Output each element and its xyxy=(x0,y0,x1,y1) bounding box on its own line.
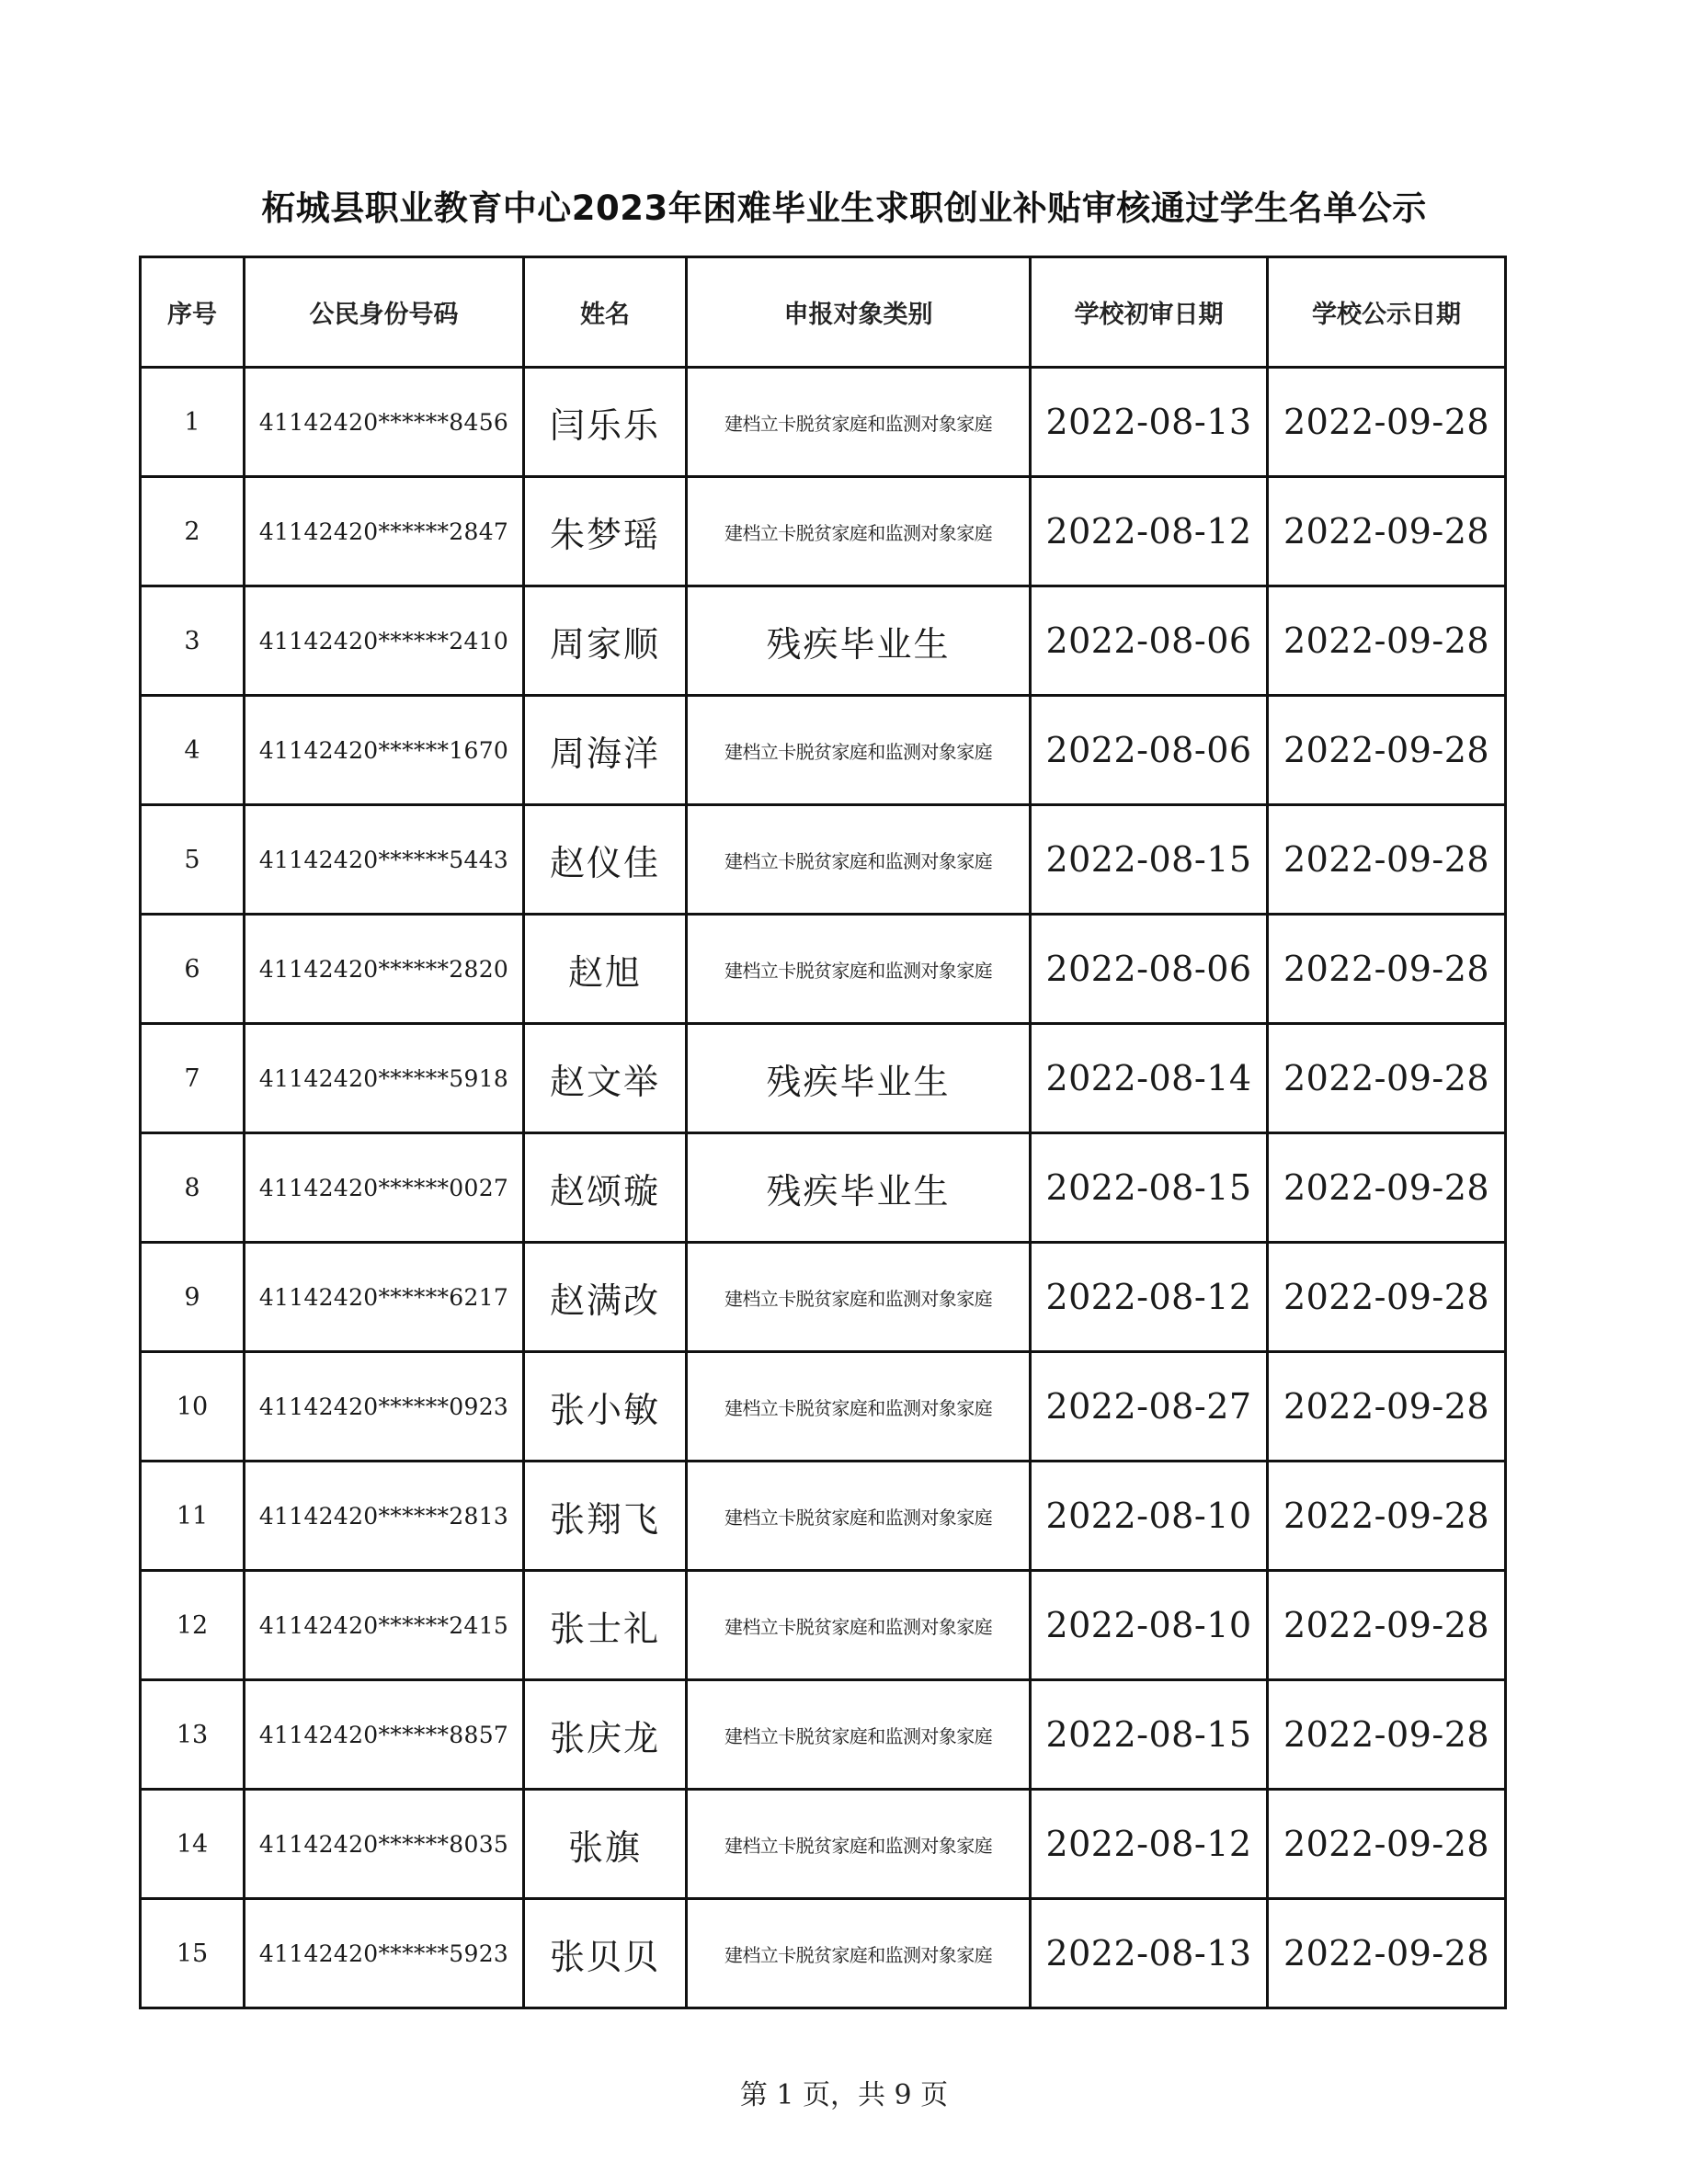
cell-id-number: 41142420******6217 xyxy=(245,1243,524,1352)
cell-initial-review-date: 2022-08-10 xyxy=(1031,1462,1268,1571)
table-row xyxy=(141,1352,1506,1462)
cell-id-number: 41142420******8456 xyxy=(245,368,524,477)
cell-name: 朱梦瑶 xyxy=(524,477,687,586)
cell-initial-review-date: 2022-08-06 xyxy=(1031,696,1268,805)
cell-name: 张庆龙 xyxy=(524,1680,687,1790)
cell-initial-review-date: 2022-08-12 xyxy=(1031,1243,1268,1352)
cell-publish-date: 2022-09-28 xyxy=(1268,368,1506,477)
table-row xyxy=(141,586,1506,696)
cell-seq: 8 xyxy=(141,1133,245,1243)
cell-id-number: 41142420******2415 xyxy=(245,1571,524,1680)
table-row xyxy=(141,1680,1506,1790)
cell-publish-date: 2022-09-28 xyxy=(1268,1680,1506,1790)
table-row xyxy=(141,1243,1506,1352)
cell-id-number: 41142420******2847 xyxy=(245,477,524,586)
cell-name: 张士礼 xyxy=(524,1571,687,1680)
table-row xyxy=(141,1899,1506,2008)
cell-category: 残疾毕业生 xyxy=(687,1024,1031,1133)
table-body xyxy=(141,368,1506,2008)
header-publish-date: 学校公示日期 xyxy=(1268,257,1506,368)
cell-category: 残疾毕业生 xyxy=(687,586,1031,696)
cell-name: 赵仪佳 xyxy=(524,805,687,915)
cell-id-number: 41142420******2410 xyxy=(245,586,524,696)
cell-publish-date: 2022-09-28 xyxy=(1268,1571,1506,1680)
cell-name: 周家顺 xyxy=(524,586,687,696)
cell-category: 建档立卡脱贫家庭和监测对象家庭 xyxy=(687,1899,1031,2008)
cell-id-number: 41142420******8857 xyxy=(245,1680,524,1790)
cell-publish-date: 2022-09-28 xyxy=(1268,586,1506,696)
cell-publish-date: 2022-09-28 xyxy=(1268,1352,1506,1462)
cell-seq: 14 xyxy=(141,1790,245,1899)
cell-category: 建档立卡脱贫家庭和监测对象家庭 xyxy=(687,1680,1031,1790)
cell-name: 赵旭 xyxy=(524,915,687,1024)
student-list-table xyxy=(139,256,1507,2009)
cell-publish-date: 2022-09-28 xyxy=(1268,1899,1506,2008)
cell-publish-date: 2022-09-28 xyxy=(1268,1462,1506,1571)
table-header-row xyxy=(141,257,1506,368)
cell-publish-date: 2022-09-28 xyxy=(1268,1243,1506,1352)
cell-publish-date: 2022-09-28 xyxy=(1268,915,1506,1024)
cell-name: 赵满改 xyxy=(524,1243,687,1352)
cell-name: 周海洋 xyxy=(524,696,687,805)
page-title: 柘城县职业教育中心2023年困难毕业生求职创业补贴审核通过学生名单公示 xyxy=(261,188,1427,228)
table-row xyxy=(141,915,1506,1024)
cell-id-number: 41142420******5443 xyxy=(245,805,524,915)
table-row xyxy=(141,1571,1506,1680)
cell-category: 残疾毕业生 xyxy=(687,1133,1031,1243)
cell-initial-review-date: 2022-08-13 xyxy=(1031,1899,1268,2008)
cell-id-number: 41142420******5923 xyxy=(245,1899,524,2008)
table-row xyxy=(141,805,1506,915)
cell-name: 闫乐乐 xyxy=(524,368,687,477)
cell-name: 赵文举 xyxy=(524,1024,687,1133)
cell-initial-review-date: 2022-08-10 xyxy=(1031,1571,1268,1680)
cell-seq: 9 xyxy=(141,1243,245,1352)
cell-initial-review-date: 2022-08-06 xyxy=(1031,586,1268,696)
header-category: 申报对象类别 xyxy=(687,257,1031,368)
cell-id-number: 41142420******0923 xyxy=(245,1352,524,1462)
table-row xyxy=(141,1790,1506,1899)
cell-id-number: 41142420******2813 xyxy=(245,1462,524,1571)
cell-category: 建档立卡脱贫家庭和监测对象家庭 xyxy=(687,1571,1031,1680)
table-row xyxy=(141,477,1506,586)
cell-name: 张旗 xyxy=(524,1790,687,1899)
cell-name: 张翔飞 xyxy=(524,1462,687,1571)
cell-category: 建档立卡脱贫家庭和监测对象家庭 xyxy=(687,1462,1031,1571)
cell-name: 张贝贝 xyxy=(524,1899,687,2008)
cell-category: 建档立卡脱贫家庭和监测对象家庭 xyxy=(687,1352,1031,1462)
cell-initial-review-date: 2022-08-12 xyxy=(1031,477,1268,586)
cell-initial-review-date: 2022-08-15 xyxy=(1031,1133,1268,1243)
cell-initial-review-date: 2022-08-27 xyxy=(1031,1352,1268,1462)
header-id-number: 公民身份号码 xyxy=(245,257,524,368)
cell-initial-review-date: 2022-08-15 xyxy=(1031,805,1268,915)
cell-seq: 12 xyxy=(141,1571,245,1680)
cell-initial-review-date: 2022-08-15 xyxy=(1031,1680,1268,1790)
cell-id-number: 41142420******5918 xyxy=(245,1024,524,1133)
cell-category: 建档立卡脱贫家庭和监测对象家庭 xyxy=(687,696,1031,805)
cell-category: 建档立卡脱贫家庭和监测对象家庭 xyxy=(687,368,1031,477)
header-seq: 序号 xyxy=(141,257,245,368)
header-initial-review-date: 学校初审日期 xyxy=(1031,257,1268,368)
cell-publish-date: 2022-09-28 xyxy=(1268,1024,1506,1133)
cell-category: 建档立卡脱贫家庭和监测对象家庭 xyxy=(687,1790,1031,1899)
table-row xyxy=(141,368,1506,477)
cell-id-number: 41142420******8035 xyxy=(245,1790,524,1899)
cell-seq: 4 xyxy=(141,696,245,805)
cell-category: 建档立卡脱贫家庭和监测对象家庭 xyxy=(687,477,1031,586)
cell-seq: 2 xyxy=(141,477,245,586)
table-row xyxy=(141,696,1506,805)
header-name: 姓名 xyxy=(524,257,687,368)
cell-initial-review-date: 2022-08-06 xyxy=(1031,915,1268,1024)
cell-publish-date: 2022-09-28 xyxy=(1268,805,1506,915)
cell-seq: 3 xyxy=(141,586,245,696)
cell-category: 建档立卡脱贫家庭和监测对象家庭 xyxy=(687,915,1031,1024)
cell-initial-review-date: 2022-08-14 xyxy=(1031,1024,1268,1133)
cell-publish-date: 2022-09-28 xyxy=(1268,1790,1506,1899)
cell-seq: 10 xyxy=(141,1352,245,1462)
cell-publish-date: 2022-09-28 xyxy=(1268,696,1506,805)
page-footer: 第 1 页，共 9 页 xyxy=(739,2079,949,2111)
table-row xyxy=(141,1462,1506,1571)
table-row xyxy=(141,1133,1506,1243)
cell-seq: 7 xyxy=(141,1024,245,1133)
cell-name: 张小敏 xyxy=(524,1352,687,1462)
cell-seq: 11 xyxy=(141,1462,245,1571)
cell-category: 建档立卡脱贫家庭和监测对象家庭 xyxy=(687,805,1031,915)
cell-initial-review-date: 2022-08-12 xyxy=(1031,1790,1268,1899)
cell-seq: 1 xyxy=(141,368,245,477)
cell-id-number: 41142420******0027 xyxy=(245,1133,524,1243)
cell-publish-date: 2022-09-28 xyxy=(1268,477,1506,586)
cell-publish-date: 2022-09-28 xyxy=(1268,1133,1506,1243)
cell-seq: 15 xyxy=(141,1899,245,2008)
cell-id-number: 41142420******2820 xyxy=(245,915,524,1024)
cell-seq: 5 xyxy=(141,805,245,915)
table-row xyxy=(141,1024,1506,1133)
cell-initial-review-date: 2022-08-13 xyxy=(1031,368,1268,477)
cell-seq: 13 xyxy=(141,1680,245,1790)
cell-seq: 6 xyxy=(141,915,245,1024)
cell-category: 建档立卡脱贫家庭和监测对象家庭 xyxy=(687,1243,1031,1352)
cell-name: 赵颂璇 xyxy=(524,1133,687,1243)
cell-id-number: 41142420******1670 xyxy=(245,696,524,805)
